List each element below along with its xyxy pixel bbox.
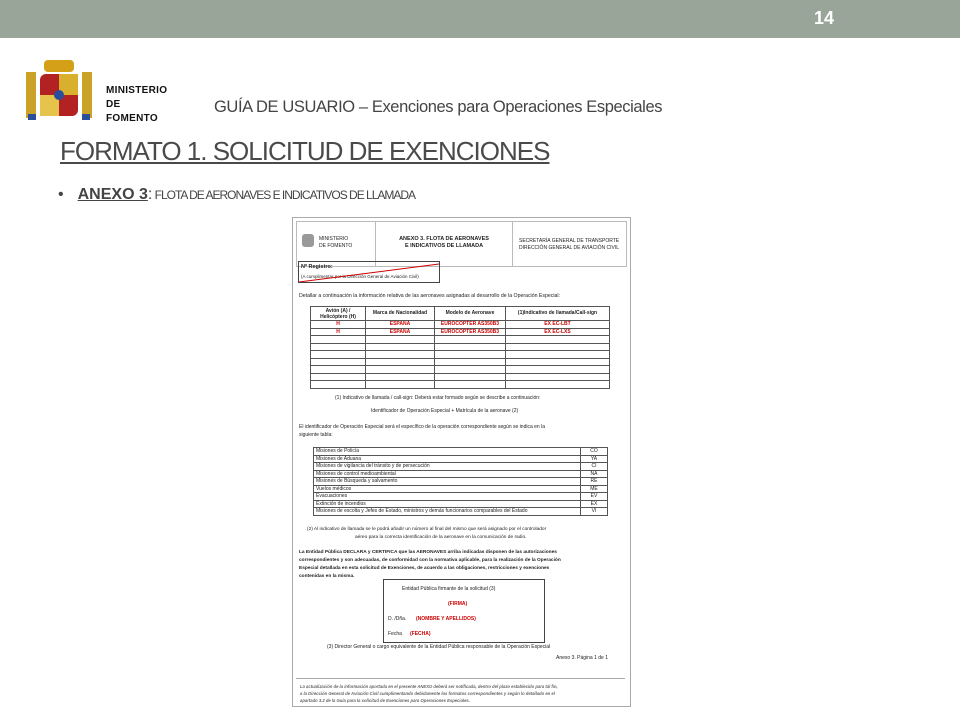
mission-code: VI [581, 508, 608, 516]
registry-label: Nº Registro: [301, 264, 333, 270]
annex-label: ANEXO 3 [77, 186, 148, 203]
guide-title: GUÍA DE USUARIO – Exenciones para Operaciones Especiales [214, 98, 663, 116]
mission-row [314, 448, 608, 456]
mission-code: EV [581, 493, 608, 501]
declare-1: La Entidad Pública DECLARA y CERTIFICA que las AERONAVES arriba indicadas disponen de las autorizaciones [299, 550, 557, 555]
mission-row [314, 455, 608, 463]
fleet-row-empty [311, 358, 610, 366]
doc-header-title [376, 222, 513, 266]
mission-code: ME [581, 485, 608, 493]
mission-name: Misiones de Policía [314, 448, 581, 456]
fleet-row [311, 328, 610, 336]
doc-dept-text [519, 238, 619, 251]
doc-ministry-2: DE FOMENTO [319, 242, 353, 249]
slide-title: FORMATO 1. SOLICITUD DE EXENCIONES [60, 136, 550, 166]
mission-name: Misiones de vigilancia del tránsito y de persecución [314, 463, 581, 471]
ministry-line-2: DE FOMENTO [106, 99, 158, 124]
declare-4: contenidas en la misma. [299, 574, 355, 579]
doc-ministry-1: MINISTERIO [319, 236, 349, 242]
strike-line [299, 262, 439, 282]
note-3: (3) Director General o cargo equivalente de la Entidad Pública responsable de la Operación Especial [327, 644, 551, 650]
mission-name: Misiones de control medioambiental [314, 470, 581, 478]
fleet-row-empty [311, 343, 610, 351]
annex-document [292, 217, 631, 707]
page-number: 14 [813, 8, 835, 28]
mission-name: Extinción de incendios [314, 500, 581, 508]
doc-header-title-text [376, 236, 512, 250]
annex-separator: : [147, 186, 153, 203]
doc-dept-2: DIRECCIÓN GENERAL DE AVIACIÓN CIVIL [519, 244, 620, 251]
mission-row [314, 493, 608, 501]
fleet-cell: H [311, 328, 366, 336]
fleet-header: (1)Indicativo de llamada/Call-sign [506, 307, 610, 321]
fleet-header-row [311, 307, 610, 321]
fleet-row-empty [311, 351, 610, 359]
mission-name: Misiones de Aduana [314, 455, 581, 463]
sig-firma: (FIRMA) [448, 601, 468, 607]
small-coat-of-arms-icon [301, 232, 315, 248]
fleet-table [310, 306, 610, 389]
fleet-cell: H [311, 321, 366, 329]
doc-header-title-1: ANEXO 3. FLOTA DE AERONAVES [399, 236, 489, 242]
mission-code: RE [581, 478, 608, 486]
footer-1: La actualización de la información aportada en el presente ANEXO deberá ser notificada, dentro del plazo establecido para tal fin, [300, 684, 558, 689]
registry-box [298, 261, 440, 283]
registry-note: (A cumplimentar por la Dirección General de Aviación Civil) [301, 274, 419, 279]
declare-2: correspondientes y son adecuadas, de conformidad con la normativa aplicable, para la realización de la Operación [299, 558, 561, 563]
fleet-row [311, 321, 610, 329]
sig-title: Entidad Pública firmante de la solicitud (3) [402, 586, 496, 592]
ident-text-1: El identificador de Operación Especial será el específico de la operación correspondiente según se indica en la [299, 424, 545, 430]
mission-row [314, 508, 608, 516]
sig-name: (NOMBRE Y APELLIDOS) [416, 616, 476, 622]
ident-text-2: siguiente tabla: [299, 432, 333, 438]
doc-header-logo [297, 222, 376, 266]
ministry-logo [24, 58, 174, 124]
sig-date: (FECHA) [410, 631, 431, 637]
fleet-cell: ESPAÑA [366, 321, 435, 329]
doc-ministry [319, 236, 352, 249]
fleet-cell: EUROCOPTER AS350B3 [435, 321, 506, 329]
mission-name: Misiones de escolta y Jefes de Estado, ministros y demás funcionarios comparables del Estado [314, 508, 581, 516]
page-label: Anexo 3. Página 1 de 1 [556, 655, 608, 661]
fleet-header: Avión (A) / Helicóptero (H) [311, 307, 366, 321]
doc-header-title-2: E INDICATIVOS DE LLAMADA [404, 243, 484, 249]
mission-row [314, 500, 608, 508]
doc-footer [296, 678, 625, 703]
fleet-cell: ESPAÑA [366, 328, 435, 336]
mission-code: CI [581, 463, 608, 471]
note-1b: Identificador de Operación Especial + Matrícula de la aeronave (2) [371, 408, 519, 414]
bullet-item [58, 186, 415, 204]
mission-row [314, 470, 608, 478]
note-2b: aéreo para la correcta identificación de la aeronave en la comunicación de radio. [355, 535, 527, 540]
note-2a: (2) Al indicativo de llamada se le podrá añadir un número al final del mismo que será asignado por el controlador [307, 527, 547, 532]
doc-header-dept [513, 222, 626, 266]
mission-name: Vuelos médicos [314, 485, 581, 493]
mission-code: CO [581, 448, 608, 456]
mission-name: Evacuaciones [314, 493, 581, 501]
mission-row [314, 463, 608, 471]
doc-dept-1: SECRETARÍA GENERAL DE TRANSPORTE [519, 238, 620, 244]
fleet-row-empty [311, 373, 610, 381]
mission-code: NA [581, 470, 608, 478]
annex-subtitle: FLOTA DE AERONAVES E INDICATIVOS DE LLAMADA [152, 188, 416, 202]
ministry-name [106, 84, 174, 126]
fleet-header: Marca de Nacionalidad [366, 307, 435, 321]
mission-code: EX [581, 500, 608, 508]
signature-box [383, 579, 545, 643]
footer-2: a la Dirección General de Aviación Civil cumplimentando debidamente los formatos correspondientes y según lo detallado en el [300, 691, 555, 696]
fleet-cell: EX EC-LBT [506, 321, 610, 329]
fleet-row-empty [311, 336, 610, 344]
footer-3: apartado 3.2 de la Guía para la solicitud de Exenciones para Operaciones Especiales. [300, 698, 470, 703]
coat-of-arms-icon [24, 58, 94, 124]
top-bar [0, 0, 960, 38]
declare-3: Especial detallada en esta solicitud de Exenciones, de acuerdo a las obligaciones, restricciones y exenciones [299, 566, 550, 571]
mission-row [314, 478, 608, 486]
fleet-header: Modelo de Aeronave [435, 307, 506, 321]
ministry-line-1: MINISTERIO [106, 85, 168, 96]
mission-code: YA [581, 455, 608, 463]
missions-table [313, 447, 608, 516]
bullet-icon: • [58, 186, 64, 203]
sig-name-label: D. /Dña. [388, 616, 407, 622]
fleet-row-empty [311, 381, 610, 389]
note-1: (1) Indicativo de llamada / call-sign: Deberá estar formado según se describe a continuación: [335, 395, 541, 401]
fleet-cell: EUROCOPTER AS350B3 [435, 328, 506, 336]
fleet-cell: EX EC-LXS [506, 328, 610, 336]
mission-row [314, 485, 608, 493]
fleet-row-empty [311, 366, 610, 374]
sig-date-label: Fecha [388, 631, 402, 637]
mission-name: Misiones de Búsqueda y salvamento [314, 478, 581, 486]
fleet-intro: Detallar a continuación la información relativa de las aeronaves asignadas al desarrollo de la Operación Especial: [299, 293, 560, 299]
